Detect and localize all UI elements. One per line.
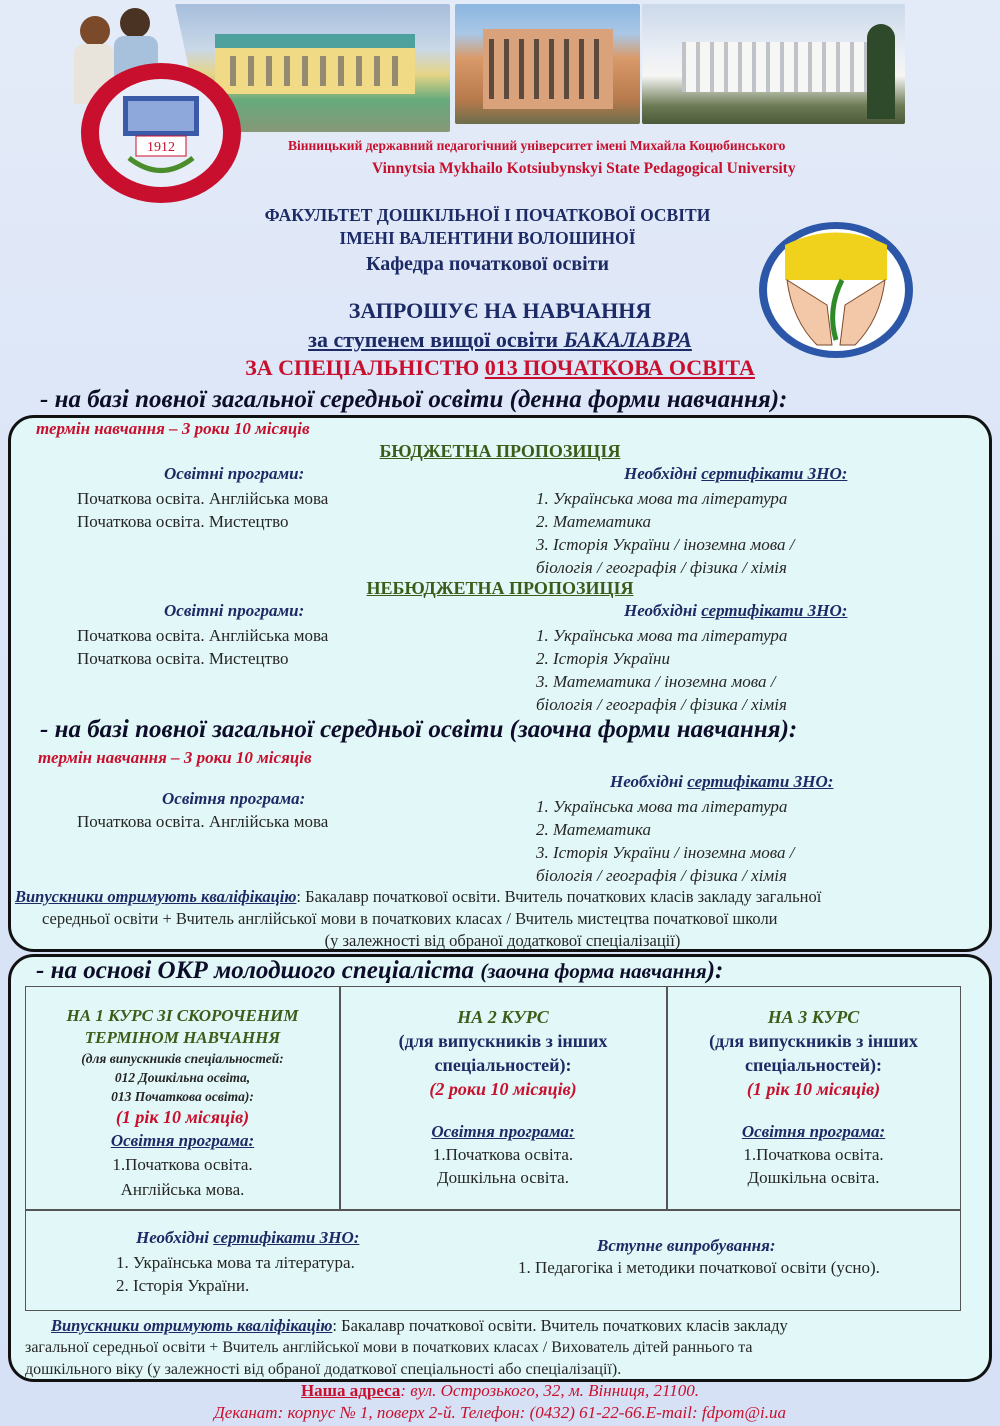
section3-grad-text-2: загальної середньої освіти + Вчитель англійської мови в початкових класах / Вихователь дітей раннього та [25,1339,753,1356]
course-1-duration: (1 рік 10 місяців) [115,1107,250,1127]
faculty-title [200,204,775,250]
budget-certs-list [536,487,795,579]
budget-programs-list [77,487,328,533]
specialty-name: 013 ПОЧАТКОВА ОСВІТА [484,355,755,380]
section2-cert-3: 3. Історія України / іноземна мова / [536,843,795,862]
contacts-line: Деканат: корпус № 1, поверх 2-й. Телефон: (0432) 61-22-66.E-mail: fdpom@i.ua [213,1403,787,1422]
logo-year: 1912 [147,140,175,155]
exam-heading: Вступне випробування: [597,1236,776,1255]
section2-grad-text-1: : Бакалавр початкової освіти. Вчитель початкових класів закладу загальної [296,887,822,906]
specialty-prefix: ЗА СПЕЦІАЛЬНІСТЮ [245,355,485,380]
budget-cert-1: 1. Українська мова та література [536,489,788,508]
course-3-title: НА 3 КУРС [767,1007,860,1027]
section2-cert-1: 1. Українська мова та література [536,797,788,816]
course-2-program-2: Дошкільна освіта. [437,1168,569,1187]
section2-certs-heading-b: сертифікати ЗНО: [687,772,834,791]
course-2-duration: (2 роки 10 місяців) [429,1079,577,1099]
course-1-title-1: НА 1 КУРС ЗІ СКОРОЧЕНИМ [66,1006,299,1025]
section1-term: термін навчання – 3 роки 10 місяців [36,419,310,438]
budget-program-1: Початкова освіта. Англійська мова [77,489,329,508]
section3-grad-text-1: : Бакалавр початкової освіти. Вчитель початкових класів закладу [332,1316,788,1335]
department-title: Кафедра початкової освіти [365,253,610,275]
course-3-program-heading: Освітня програма: [741,1122,886,1141]
nonbudget-certs-heading [624,601,847,621]
section3-graduates [25,1315,960,1381]
university-name-en: Vinnytsia Mykhailo Kotsiubynskyi State Pedagogical University [372,160,796,177]
course-2-program-1: 1.Початкова освіта. [432,1145,574,1164]
specialty-line [150,355,850,381]
nonbudget-title: НЕБЮДЖЕТНА ПРОПОЗИЦІЯ [366,578,634,598]
address-label: Наша адреса [300,1381,401,1400]
exam-item: 1. Педагогіка і методики початкової освіти (усно). [518,1258,880,1277]
budget-cert-3: 3. Історія України / іноземна мова / [536,535,795,554]
course-1-program-1: 1.Початкова освіта. [112,1155,253,1174]
section3-heading-a: - на основі ОКР молодшого спеціаліста [36,957,481,984]
section2-heading: - на базі повної загальної середньої освіти (заочна форми навчання): [40,716,798,743]
nonbudget-program-1: Початкова освіта. Англійська мова [77,626,329,645]
course-3-program-2: Дошкільна освіта. [747,1168,880,1187]
nonbudget-programs-list [77,624,328,670]
section2-certs-heading-a: Необхідні [610,772,688,791]
degree-name: БАКАЛАВРА [563,327,692,352]
section3-heading-b: (заочна форма навчання [480,959,707,983]
section3-certs-heading-a: Необхідні [136,1228,214,1247]
budget-certs-heading [624,464,847,484]
nonbudget-cert-2: 2. Історія України [536,649,670,668]
address-line [0,1381,1000,1401]
section3-grad-label: Випускники отримують кваліфікацію [51,1316,333,1335]
nonbudget-programs-heading: Освітні програми: [164,601,305,620]
section3-certs-list [116,1251,355,1297]
faculty-line-2: ІМЕНІ ВАЛЕНТИНИ ВОЛОШИНОЇ [339,228,636,248]
section3-certs-heading-b: сертифікати ЗНО: [213,1228,360,1247]
budget-cert-2: 2. Математика [536,512,651,531]
course-1-note-3: 013 Початкова освіта): [111,1089,254,1104]
course-3-note-1: (для випускників з інших [709,1031,918,1051]
section2-cert-4: біологія / географія / фізика / хімія [536,866,787,885]
section2-certs-list [536,795,795,887]
campus-photo-3 [642,4,905,124]
budget-cert-4: біологія / географія / фізика / хімія [536,558,787,577]
degree-line [150,327,850,353]
course-1-program-2: Англійська мова. [120,1180,245,1199]
course-2-cell [340,1005,666,1189]
address-text: : вул. Острозького, 32, м. Вінниця, 21100. [400,1381,700,1400]
course-3-program-1: 1.Початкова освіта. [743,1145,884,1164]
section2-grad-text-3: (у залежності від обраної додаткової спеціалізації) [324,931,681,950]
course-3-note-2: спеціальностей): [744,1055,883,1075]
section2-certs-heading [610,772,833,792]
faculty-line-1: ФАКУЛЬТЕТ ДОШКІЛЬНОЇ І ПОЧАТКОВОЇ ОСВІТИ [264,205,711,225]
budget-certs-heading-a: Необхідні [624,464,702,483]
budget-programs-heading: Освітні програми: [164,464,305,483]
course-1-note-1: (для випускників спеціальностей: [81,1051,284,1066]
course-1-program-heading: Освітня програма: [110,1131,255,1150]
budget-program-2: Початкова освіта. Мистецтво [77,512,289,531]
nonbudget-cert-3: 3. Математика / іноземна мова / [536,672,776,691]
section2-cert-2: 2. Математика [536,820,651,839]
course-3-cell [667,1005,960,1189]
course-2-program-heading: Освітня програма: [431,1122,575,1141]
section2-program-heading: Освітня програма: [162,789,306,808]
section3-certs-heading [136,1228,359,1248]
nonbudget-certs-heading-b: сертифікати ЗНО: [701,601,848,620]
nonbudget-cert-4: біологія / географія / фізика / хімія [536,695,787,714]
course-1-title-2: ТЕРМІНОМ НАВЧАННЯ [84,1028,281,1047]
section2-term: термін навчання – 3 роки 10 місяців [38,748,312,767]
course-2-title: НА 2 КУРС [457,1007,549,1027]
section1-heading: - на базі повної загальної середньої освіти (денна форми навчання): [40,386,788,413]
section2-grad-label: Випускники отримують кваліфікацію [15,887,297,906]
budget-certs-heading-b: сертифікати ЗНО: [701,464,848,483]
course-1-cell [27,1005,338,1202]
invite-heading: ЗАПРОШУЄ НА НАВЧАННЯ [348,298,652,323]
nonbudget-program-2: Початкова освіта. Мистецтво [77,649,289,668]
course-1-note-2: 012 Дошкільна освіта, [114,1070,251,1085]
section3-heading [36,957,723,985]
campus-photo-2 [455,4,640,124]
course-2-note-2: спеціальностей): [434,1055,572,1075]
nonbudget-certs-list [536,624,787,716]
degree-prefix: за ступенем вищої освіти [308,327,564,352]
section3-cert-2: 2. Історія України. [116,1276,250,1295]
section2-grad-text-2: середньої освіти + Вчитель англійської мови в початкових класах / Вчитель мистецтва початкової школи [42,909,778,928]
university-logo [76,58,246,208]
section3-grad-text-3: дошкільного віку (у залежності від обраної додаткової спеціальності або спеціалізації). [25,1361,622,1378]
nonbudget-certs-heading-a: Необхідні [624,601,702,620]
section2-graduates [15,886,990,952]
budget-title: БЮДЖЕТНА ПРОПОЗИЦІЯ [379,441,621,461]
section3-heading-c: ): [706,957,724,984]
university-name-ua: Вінницький державний педагогічний університет імені Михайла Коцюбинського [288,138,786,153]
course-2-note-1: (для випускників з інших [398,1031,608,1051]
section3-cert-1: 1. Українська мова та література. [116,1253,355,1272]
section2-program: Початкова освіта. Англійська мова [77,812,329,831]
nonbudget-cert-1: 1. Українська мова та література [536,626,788,645]
course-3-duration: (1 рік 10 місяців) [746,1079,881,1099]
